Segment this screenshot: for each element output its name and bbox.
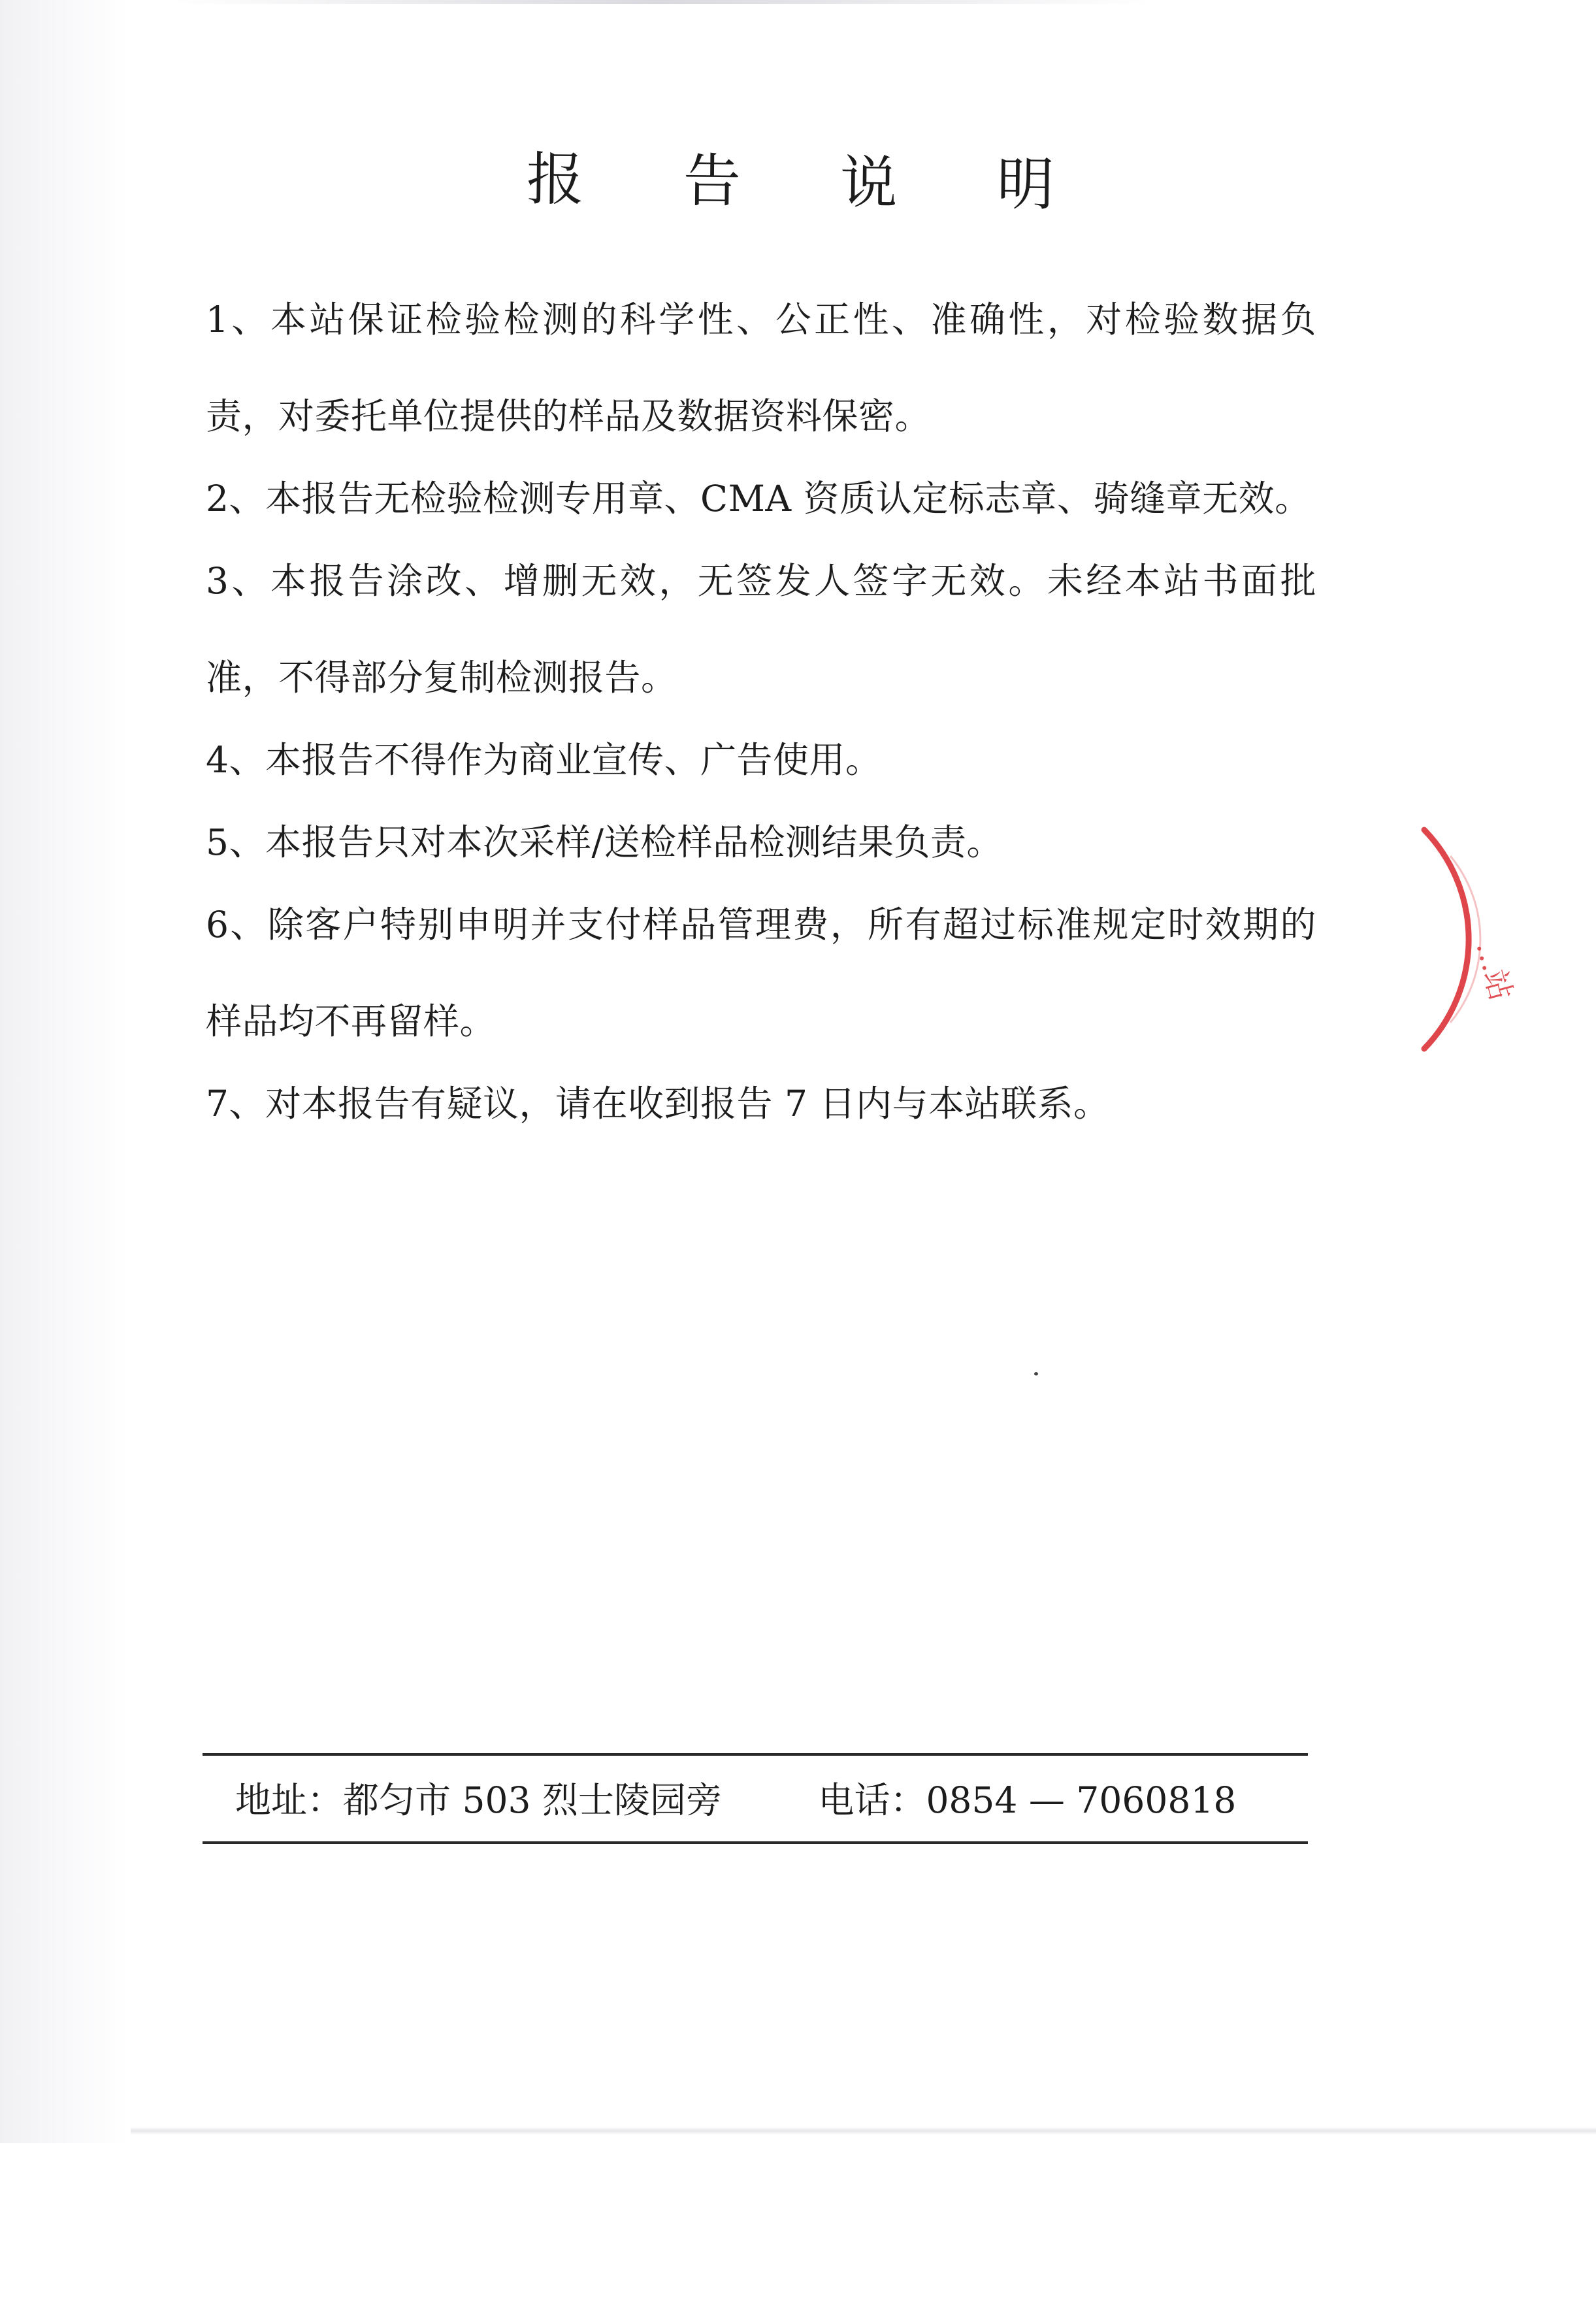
page-title: 报 告 说 明 bbox=[525, 145, 1095, 219]
clause-1: 1、本站保证检验检测的科学性、公正性、准确性，对检验数据负责，对委托单位提供的样品及数据资料保密。 bbox=[206, 299, 1316, 437]
clause-2: 2、本报告无检验检测专用章、CMA 资质认定标志章、骑缝章无效。 bbox=[206, 478, 1311, 519]
clause-list bbox=[206, 271, 1316, 1138]
footer-contact bbox=[235, 1771, 1307, 1830]
clause-5: 5、本报告只对本次采样/送检样品检测结果负责。 bbox=[206, 821, 1003, 863]
footer-address: 地址：都匀市 503 烈士陵园旁 bbox=[235, 1779, 722, 1821]
scan-speck bbox=[1034, 1372, 1038, 1375]
red-seal-stamp bbox=[1405, 817, 1594, 1059]
footer-divider-bottom bbox=[203, 1841, 1308, 1844]
scan-page-edge-bottom bbox=[131, 2127, 1596, 2135]
seal-fragment-text: …站 bbox=[1469, 936, 1520, 1004]
red-seal-icon bbox=[1405, 817, 1594, 1059]
clause-6: 6、除客户特别申明并支付样品管理费，所有超过标准规定时效期的样品均不再留样。 bbox=[206, 904, 1316, 1042]
scan-shadow-left bbox=[0, 0, 131, 2143]
clause-7: 7、对本报告有疑议，请在收到报告 7 日内与本站联系。 bbox=[206, 1083, 1110, 1125]
clause-4: 4、本报告不得作为商业宣传、广告使用。 bbox=[206, 739, 882, 781]
footer-phone: 电话：0854 — 7060818 bbox=[818, 1779, 1237, 1821]
scan-artifact-top bbox=[170, 0, 1150, 4]
footer-divider-top bbox=[203, 1753, 1308, 1756]
clause-3: 3、本报告涂改、增删无效，无签发人签字无效。未经本站书面批准，不得部分复制检测报告。 bbox=[206, 560, 1316, 699]
